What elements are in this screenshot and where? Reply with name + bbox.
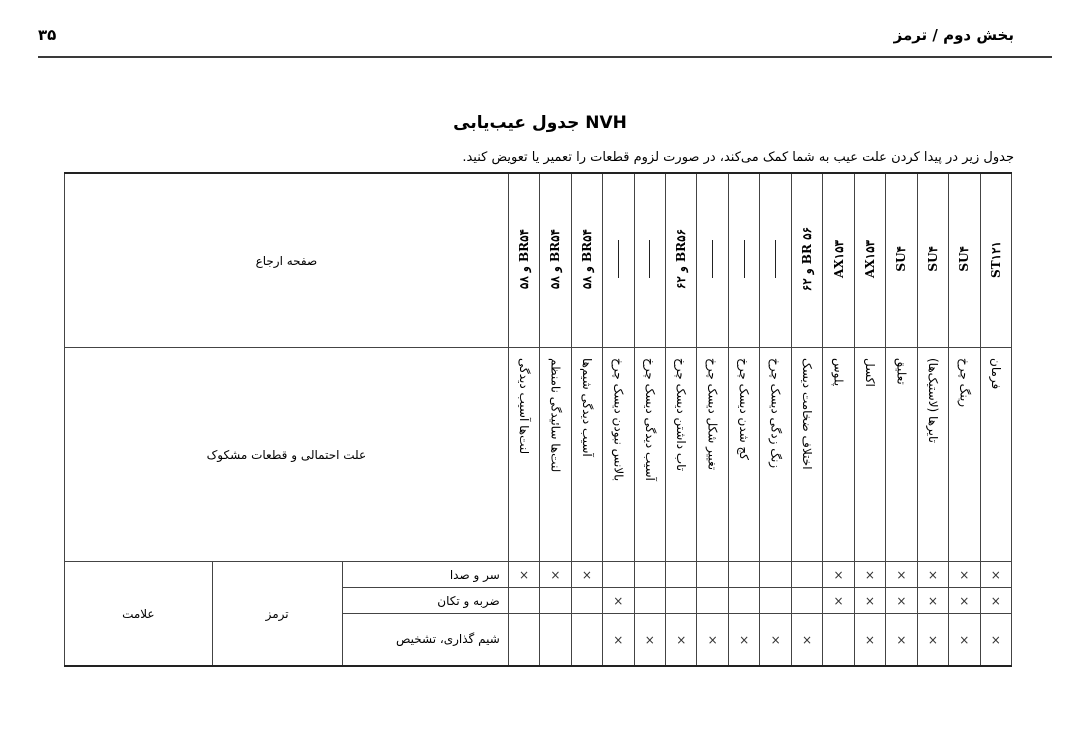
dash-mark [649,240,650,278]
mark-cell: × [917,614,948,667]
mark-cell: × [603,614,634,667]
reference-text: ST۱۲۱ [988,240,1003,278]
symptom-name: سر و صدا [342,562,508,588]
part-name: تاب داشتن دیسک چرخ [674,358,689,472]
mark-cell [760,588,791,614]
part-cell [760,348,791,562]
reference-cell [791,173,822,348]
mark-cell [540,588,571,614]
mark-cell: × [854,562,885,588]
reference-text: AX۱۵۳ [831,240,846,278]
reference-text: SU۴ [957,246,972,272]
dash-mark [712,240,713,278]
reference-text: AX۱۵۳ [862,240,877,278]
part-cell [697,348,728,562]
part-name: تعلیق [894,358,909,385]
mark-cell [508,588,539,614]
mark-cell [540,614,571,667]
mark-cell [791,562,822,588]
symptom-row [65,562,1012,588]
mark-cell: × [949,588,980,614]
reference-cell [980,173,1011,348]
mark-cell: × [980,588,1011,614]
mark-cell: × [540,562,571,588]
part-name: فرمان [988,358,1003,390]
part-cell [571,348,602,562]
reference-cell [823,173,854,348]
mark-cell: × [886,562,917,588]
mark-cell: × [728,614,759,667]
mark-cell: × [571,562,602,588]
part-cell [666,348,697,562]
part-cell [949,348,980,562]
mark-cell: × [508,562,539,588]
reference-cell [854,173,885,348]
part-cell [791,348,822,562]
mark-cell [634,588,665,614]
page-number: ۳۵ [38,26,57,44]
mark-cell: × [980,562,1011,588]
part-cell [917,348,948,562]
mark-cell: × [980,614,1011,667]
mark-cell: × [666,614,697,667]
part-name: لنت‌ها سائیدگی نامنظم [548,358,563,473]
header-divider [38,56,1052,58]
part-name: آسیب دیدگی شیم‌ها [579,358,594,457]
mark-cell: × [854,614,885,667]
mark-cell: × [917,588,948,614]
mark-cell: × [886,614,917,667]
symptom-group-label: علامت [65,562,213,667]
mark-cell [666,562,697,588]
part-name: تغییر شکل دیسک چرخ [705,358,720,471]
reference-cell [571,173,602,348]
mark-cell [571,614,602,667]
reference-cell [917,173,948,348]
mark-cell [603,562,634,588]
reference-text: SU۴ [925,246,940,272]
dash-mark [775,240,776,278]
part-cell [634,348,665,562]
part-cell [508,348,539,562]
table-title: جدول عیب‌یابی NVH [453,113,627,133]
dash-mark [618,240,619,278]
part-cell [886,348,917,562]
part-name: رینگ چرخ [957,358,972,408]
part-cell [728,348,759,562]
reference-text: BR۵۴ و ۵۸ [579,228,594,290]
part-cell [980,348,1011,562]
part-name: پلوس [831,358,846,387]
reference-cell [760,173,791,348]
reference-cell [634,173,665,348]
mark-cell [823,614,854,667]
mark-cell [508,614,539,667]
mark-cell [697,562,728,588]
mark-cell: × [760,614,791,667]
mark-cell [666,588,697,614]
part-name: زنگ زدگی دیسک چرخ [768,358,783,469]
mark-cell [791,588,822,614]
mark-cell [728,562,759,588]
symptom-name: شیم گذاری، تشخیص [342,614,508,667]
dash-mark [744,240,745,278]
reference-text: BR۵۴ و ۵۸ [548,228,563,290]
part-cell [540,348,571,562]
mark-cell: × [823,588,854,614]
part-cell [854,348,885,562]
mark-cell: × [697,614,728,667]
reference-cell [728,173,759,348]
reference-text: BR ۵۶ و ۶۲ [800,226,815,292]
reference-cell [540,173,571,348]
part-name: تایرها (لاستیک‌ها) [925,358,940,443]
reference-cell [666,173,697,348]
mark-cell: × [603,588,634,614]
intro-text: جدول زیر در پیدا کردن علت عیب به شما کمک می‌کند، در صورت لزوم قطعات را تعمیر یا تعویض کنید. [462,150,1014,165]
mark-cell: × [917,562,948,588]
part-name: اکسل [862,358,877,387]
mark-cell [634,562,665,588]
symptom-name: ضربه و تکان [342,588,508,614]
reference-cell [603,173,634,348]
mark-cell: × [854,588,885,614]
mark-cell: × [949,562,980,588]
suspect-parts-row [65,348,1012,562]
reference-text: BR۵۴ و ۵۸ [516,228,531,290]
mark-cell: × [791,614,822,667]
reference-cell [508,173,539,348]
cause-label: علت احتمالی و قطعات مشکوک [65,348,509,562]
mark-cell [697,588,728,614]
mark-cell: × [886,588,917,614]
part-name: اختلاف ضخامت دیسک [800,358,815,470]
part-name: لنت‌ها آسیب دیدگی [516,358,531,455]
mark-cell [760,562,791,588]
reference-row [65,173,1012,348]
mark-cell: × [949,614,980,667]
nvh-troubleshooting-table [64,172,1012,667]
reference-text: SU۴ [894,246,909,272]
reference-cell [886,173,917,348]
part-name: کج شدن دیسک چرخ [737,358,752,460]
section-title: بخش دوم / ترمز [893,26,1014,44]
reference-cell [949,173,980,348]
mark-cell: × [634,614,665,667]
reference-label: صفحه ارجاع [65,173,509,348]
mark-cell [571,588,602,614]
reference-text: BR۵۶ و ۶۲ [674,228,689,290]
mark-cell [728,588,759,614]
part-cell [823,348,854,562]
mark-cell: × [823,562,854,588]
system-label: ترمز [212,562,342,667]
part-cell [603,348,634,562]
part-name: بالانس نبودن دیسک چرخ [611,358,626,482]
reference-cell [697,173,728,348]
part-name: آسیب دیدگی دیسک چرخ [642,358,657,481]
